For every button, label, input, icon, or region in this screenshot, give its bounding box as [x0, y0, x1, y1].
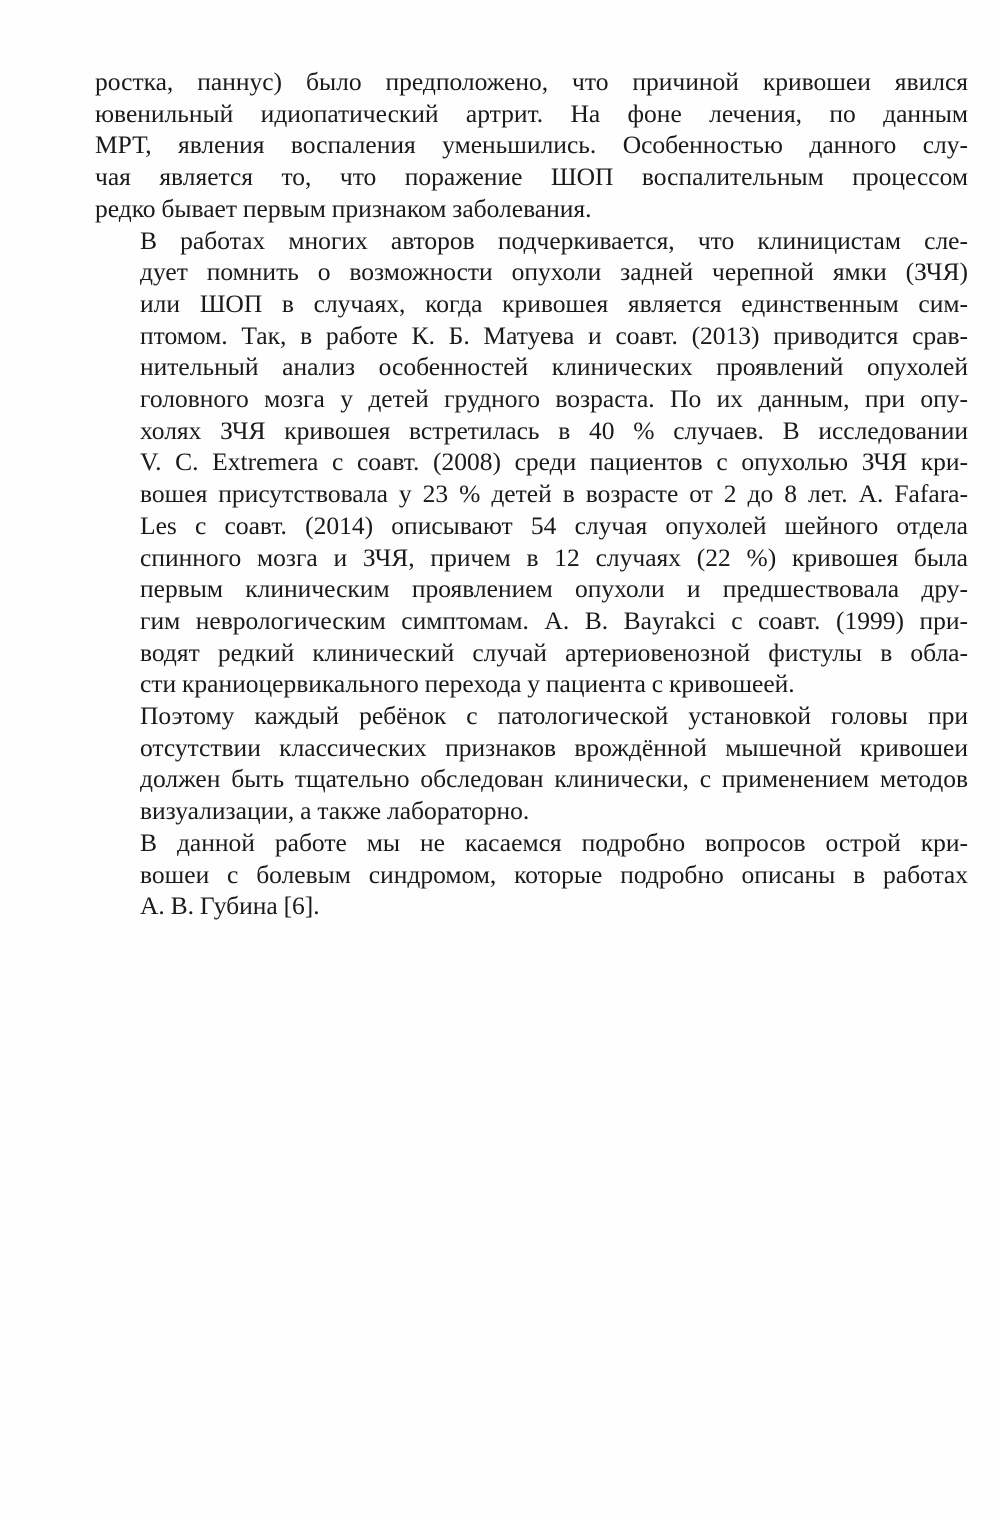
text-line: холях ЗЧЯ кривошея встретилась в 40 % случаев. В исследовании: [140, 415, 968, 445]
paragraph-4: [95, 827, 968, 922]
paragraph-2: [95, 225, 968, 701]
text-line: вошеи с болевым синдромом, которые подробно описаны в работах: [140, 859, 968, 889]
text-line: спинного мозга и ЗЧЯ, причем в 12 случаях (22 %) кривошея была: [140, 542, 968, 572]
text-line: нительный анализ особенностей клинических проявлений опухолей: [140, 352, 968, 382]
paragraph-3: [95, 700, 968, 827]
text-line: или ШОП в случаях, когда кривошея является единственным сим-: [140, 288, 968, 318]
text-line: редко бывает первым признаком заболевания.: [95, 193, 592, 223]
text-line: ростка, паннус) было предположено, что причиной кривошеи явился: [95, 67, 968, 96]
text-line: головного мозга у детей грудного возраста. По их данным, при опу-: [140, 384, 968, 414]
paragraph-1: [95, 66, 968, 225]
text-line: Поэтому каждый ребёнок с патологической установкой головы при: [140, 701, 968, 731]
text-line: В работах многих авторов подчеркивается, что клиницистам сле-: [140, 225, 968, 255]
text-line: первым клиническим проявлением опухоли и предшествовала дру-: [140, 574, 968, 604]
text-line: V. C. Extremera с соавт. (2008) среди пациентов с опухолью ЗЧЯ кри-: [140, 447, 968, 477]
text-line: ювенильный идиопатический артрит. На фоне лечения, по данным: [95, 98, 968, 128]
text-line: чая является то, что поражение ШОП воспалительным процессом: [95, 162, 968, 192]
text-line: Les с соавт. (2014) описывают 54 случая опухолей шейного отдела: [140, 510, 968, 540]
text-line: сти краниоцервикального перехода у пациента с кривошеей.: [140, 669, 795, 699]
text-line: дует помнить о возможности опухоли задней черепной ямки (ЗЧЯ): [140, 257, 968, 287]
text-line: должен быть тщательно обследован клинически, с применением методов: [140, 764, 968, 794]
text-line: отсутствии классических признаков врождённой мышечной кривошеи: [140, 732, 968, 762]
text-line: гим неврологическим симптомам. A. B. Bayrakci с соавт. (1999) при-: [140, 605, 968, 635]
text-line: птомом. Так, в работе К. Б. Матуева и соавт. (2013) приводится срав-: [140, 320, 968, 350]
text-line: вошея присутствовала у 23 % детей в возрасте от 2 до 8 лет. A. Fafara-: [140, 479, 968, 509]
text-line: визуализации, а также лабораторно.: [140, 796, 530, 826]
text-line: МРТ, явления воспаления уменьшились. Особенностью данного слу-: [95, 130, 968, 160]
text-line: В данной работе мы не касаемся подробно вопросов острой кри-: [140, 827, 968, 857]
text-line: А. В. Губина [6].: [140, 891, 320, 921]
text-line: водят редкий клинический случай артериовенозной фистулы в обла-: [140, 637, 968, 667]
body-text: [95, 66, 968, 922]
